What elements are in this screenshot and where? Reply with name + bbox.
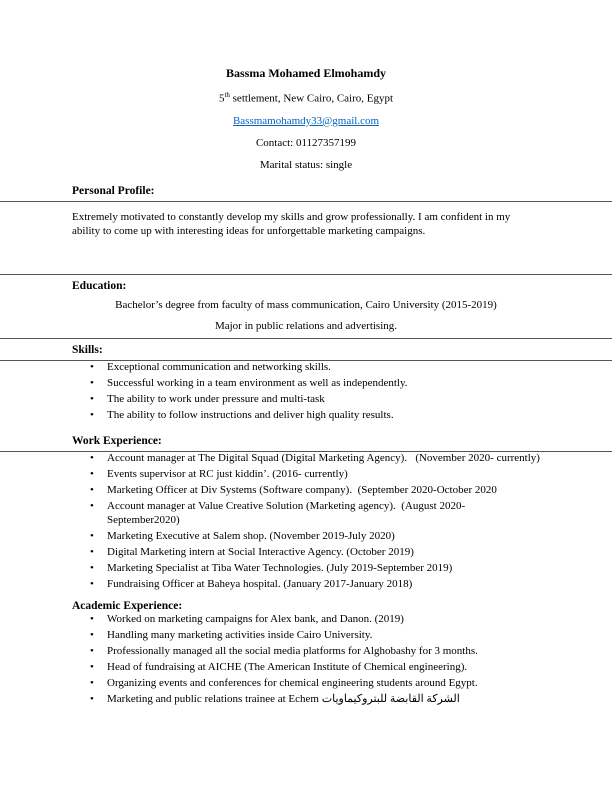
email-link[interactable]: Bassmamohamdy33@gmail.com (232, 114, 380, 127)
list-item: • Handling many marketing activities inside Cairo University. (90, 629, 540, 643)
marital-status-line: Marital status: single (259, 158, 353, 171)
list-item: • Worked on marketing campaigns for Alex bank, and Danon. (2019) (90, 613, 540, 627)
address-ordinal: th (224, 91, 230, 99)
section-heading-education: Education: (72, 279, 127, 292)
email-line (72, 114, 540, 128)
list-item: • Fundraising Officer at Baheya hospital. (January 2017-January 2018) (90, 578, 540, 592)
list-item: • Head of fundraising at AICHE (The American Institute of Chemical engineering). (90, 661, 540, 675)
contact-line: Contact: 01127357199 (255, 136, 357, 149)
section-heading-personal-profile: Personal Profile: (72, 184, 155, 197)
resume-name: Bassma Mohamed Elmohamdy (225, 66, 386, 80)
horizontal-rule (0, 338, 612, 339)
list-item: • The ability to work under pressure and multi-task (90, 393, 540, 407)
list-item: • Exceptional communication and networking skills. (90, 361, 540, 375)
section-heading-work-experience: Work Experience: (72, 435, 162, 448)
personal-profile-text: Extremely motivated to constantly develop my skills and grow professionally. I am confident in my ability to come up with interesting ideas for unforgettable marketing campaigns. (72, 210, 511, 237)
list-item: • Digital Marketing intern at Social Interactive Agency. (October 2019) (90, 546, 540, 560)
work-experience-list (90, 452, 540, 591)
list-item: • Marketing Officer at Div Systems (Software company). (September 2020-October 2020 (90, 484, 540, 498)
education-major: Major in public relations and advertising. (214, 319, 398, 332)
list-item: • Marketing Executive at Salem shop. (November 2019-July 2020) (90, 530, 540, 544)
academic-experience-list (90, 613, 540, 707)
list-item: • Marketing Specialist at Tiba Water Technologies. (July 2019-September 2019) (90, 562, 540, 576)
list-item: • Account manager at Value Creative Solution (Marketing agency). (August 2020- September2020) (90, 500, 540, 527)
section-heading-academic-experience: Academic Experience: (72, 600, 183, 613)
education-degree: Bachelor’s degree from faculty of mass communication, Cairo University (2015-2019) (115, 298, 497, 311)
list-item: • Successful working in a team environment as well as independently. (90, 377, 540, 391)
list-item: • Account manager at The Digital Squad (Digital Marketing Agency). (November 2020- currently) (90, 452, 540, 466)
list-item: • Organizing events and conferences for chemical engineering students around Egypt. (90, 677, 540, 691)
horizontal-rule (0, 274, 612, 275)
list-item: • Marketing and public relations trainee at Echem الشركة القابضة للبتروكيماويات (90, 693, 540, 707)
list-item: • Events supervisor at RC just kiddin’. (2016- currently) (90, 468, 540, 482)
address-number: 5 (218, 92, 225, 105)
address-line (72, 88, 540, 106)
horizontal-rule (0, 201, 612, 202)
address-text: settlement, New Cairo, Cairo, Egypt (229, 92, 394, 105)
skills-list (90, 361, 540, 423)
list-item: • The ability to follow instructions and deliver high quality results. (90, 409, 540, 423)
section-heading-skills: Skills: (72, 343, 103, 356)
list-item: • Professionally managed all the social media platforms for Alghobashy for 3 months. (90, 645, 540, 659)
